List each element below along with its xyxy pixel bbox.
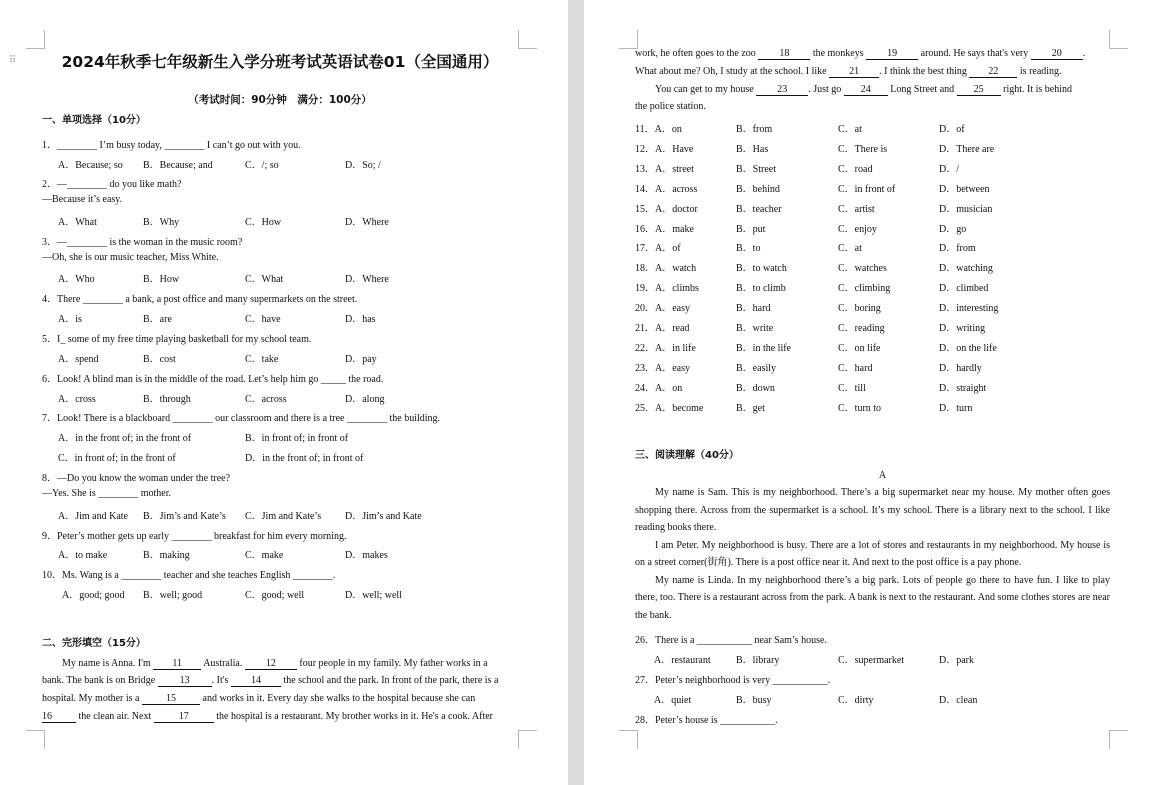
- option[interactable]: D．straight: [939, 382, 987, 394]
- cloze-blank[interactable]: 11: [153, 658, 201, 670]
- option[interactable]: B．How: [143, 274, 180, 285]
- cloze-option-first[interactable]: 14．A．across: [635, 183, 698, 195]
- document-page-right: [584, 0, 1155, 785]
- option[interactable]: A．restaurant: [654, 655, 711, 666]
- cloze-option-first[interactable]: 20．A．easy: [635, 303, 690, 315]
- option[interactable]: B．put: [736, 223, 766, 235]
- question-stem: 3．—________ is the woman in the music room?: [42, 237, 243, 248]
- cloze-blank[interactable]: 12: [245, 658, 297, 670]
- question-stem: 28．Peter’s house is ___________.: [635, 715, 778, 726]
- option[interactable]: C．hard: [838, 362, 873, 374]
- option[interactable]: D．climbed: [939, 283, 989, 295]
- passage-paragraph: I am Peter. My neighborhood is busy. There are a lot of stores and restaurants in my neighborhood. My house is on a street corner(街角). There is a post office near it. And next to the post office is a pay phone.: [635, 539, 1110, 568]
- cloze-line: What about me? Oh, I study at the school. I like 21 . I think the best thing 22 is reading.: [635, 66, 1062, 77]
- document-page-left: [0, 0, 568, 785]
- cloze-line: work, he often goes to the zoo 18 the monkeys 19 around. He says that's very 20 .: [635, 48, 1086, 59]
- option[interactable]: D．between: [939, 183, 990, 195]
- cloze-blank[interactable]: 14: [231, 675, 281, 687]
- option[interactable]: C．Jim and Kate’s: [245, 511, 322, 522]
- option[interactable]: C．/; so: [245, 160, 279, 171]
- option[interactable]: C．have: [245, 314, 281, 325]
- option[interactable]: A．in the front of; in the front of: [58, 433, 192, 444]
- passage-paragraph: My name is Sam. This is my neighborhood. There’s a big supermarket near my house. My mother often goes shopping there. Across from the supermarket is a school. It’s my school. There is a library next to the school. I like reading books there.: [635, 487, 1110, 533]
- option[interactable]: C．till: [838, 382, 866, 394]
- page-title: 2024年秋季七年级新生入学分班考试英语试卷01（全国通用）: [61, 53, 499, 71]
- option[interactable]: C．dirty: [838, 695, 874, 706]
- cloze-option-first[interactable]: 23．A．easy: [635, 362, 690, 374]
- option[interactable]: B．busy: [736, 695, 772, 706]
- option[interactable]: D．hardly: [939, 362, 982, 374]
- cloze-line: the police station.: [635, 101, 706, 112]
- cloze-blank[interactable]: 22: [969, 66, 1017, 78]
- cloze-blank[interactable]: 16: [42, 711, 76, 723]
- crop-mark: [518, 30, 537, 49]
- passage-label: A: [878, 470, 887, 481]
- question-stem: 6．Look! A blind man is in the middle of the road. Let’s help him go _____ the road.: [42, 374, 384, 385]
- option[interactable]: B．library: [736, 655, 780, 666]
- option[interactable]: C．enjoy: [838, 223, 877, 235]
- cloze-option-first[interactable]: 12．A．Have: [635, 143, 694, 155]
- option[interactable]: D．along: [345, 394, 385, 405]
- question-stem: 2．—________ do you like math?: [42, 179, 182, 190]
- cloze-option-first[interactable]: 11．A．on: [635, 124, 682, 135]
- section-heading: 二、完形填空（15分）: [42, 638, 146, 649]
- cloze-blank[interactable]: 23: [756, 84, 808, 96]
- option[interactable]: D．Jim’s and Kate: [345, 511, 422, 522]
- cloze-option-first[interactable]: 15．A．doctor: [635, 203, 698, 215]
- option[interactable]: C．take: [245, 354, 279, 365]
- option[interactable]: C．across: [245, 394, 287, 405]
- option[interactable]: B．Because; and: [143, 160, 213, 171]
- option[interactable]: B．to watch: [736, 263, 787, 275]
- option[interactable]: D．makes: [345, 550, 388, 561]
- option[interactable]: D．/: [939, 163, 959, 175]
- cloze-blank[interactable]: 13: [158, 675, 212, 687]
- option[interactable]: D．clean: [939, 695, 978, 706]
- crop-mark: [1109, 730, 1128, 749]
- question-stem: 10．Ms. Wang is a ________ teacher and she teaches English ________.: [42, 570, 336, 581]
- cloze-line: 16 the clean air. Next 17 the hospital is a restaurant. My brother works in it. He's a cook. After: [42, 711, 493, 722]
- option[interactable]: B．behind: [736, 183, 780, 195]
- option[interactable]: A．spend: [58, 354, 99, 365]
- option[interactable]: A．to make: [58, 550, 108, 561]
- option[interactable]: C．turn to: [838, 402, 882, 414]
- option[interactable]: C．How: [245, 217, 282, 228]
- option[interactable]: D．watching: [939, 263, 993, 275]
- option[interactable]: C．artist: [838, 203, 875, 215]
- option[interactable]: A．is: [58, 314, 82, 325]
- option[interactable]: B．down: [736, 382, 775, 394]
- drag-handle-icon[interactable]: ⠿: [9, 55, 17, 66]
- option[interactable]: C．boring: [838, 303, 881, 315]
- option[interactable]: D．There are: [939, 143, 995, 155]
- cloze-option-first[interactable]: 21．A．read: [635, 323, 690, 334]
- option[interactable]: B．are: [143, 314, 172, 325]
- option[interactable]: D．park: [939, 655, 974, 666]
- option[interactable]: D．So; /: [345, 160, 381, 171]
- cloze-blank[interactable]: 17: [154, 711, 214, 723]
- option[interactable]: B．Has: [736, 143, 769, 155]
- reading-passage: [635, 484, 1110, 624]
- question-line: —Because it’s easy.: [42, 194, 123, 205]
- option[interactable]: D．Where: [345, 217, 389, 228]
- question-stem: 1．________ I’m busy today, ________ I can’t go out with you.: [42, 140, 301, 151]
- option[interactable]: C．make: [245, 550, 284, 561]
- option[interactable]: D．turn: [939, 402, 973, 414]
- option[interactable]: C．road: [838, 163, 873, 175]
- option[interactable]: B．from: [736, 124, 773, 135]
- cloze-option-first[interactable]: 16．A．make: [635, 223, 694, 235]
- option[interactable]: D．of: [939, 124, 965, 135]
- option[interactable]: B．cost: [143, 354, 176, 365]
- cloze-blank[interactable]: 15: [142, 693, 200, 705]
- question-stem: 8．—Do you know the woman under the tree?: [42, 473, 231, 484]
- cloze-option-first[interactable]: 18．A．watch: [635, 263, 697, 275]
- option[interactable]: C．watches: [838, 263, 887, 275]
- cloze-blank[interactable]: 24: [844, 84, 888, 96]
- option[interactable]: C．in front of: [838, 183, 896, 195]
- option[interactable]: C．good; well: [245, 590, 305, 601]
- option[interactable]: B．hard: [736, 303, 771, 315]
- question-stem: 9．Peter’s mother gets up early ________ breakfast for him every morning.: [42, 531, 347, 542]
- option[interactable]: A．good; good: [62, 590, 125, 601]
- cloze-option-first[interactable]: 17．A．of: [635, 243, 681, 255]
- cloze-option-first[interactable]: 24．A．on: [635, 382, 683, 394]
- exam-info: （考试时间：90分钟 满分：100分）: [188, 94, 372, 106]
- crop-mark: [26, 730, 45, 749]
- option[interactable]: C．What: [245, 274, 284, 285]
- crop-mark: [619, 730, 638, 749]
- option[interactable]: B．in front of; in front of: [245, 433, 349, 444]
- option[interactable]: D．musician: [939, 203, 993, 215]
- cloze-option-first[interactable]: 25．A．become: [635, 402, 704, 414]
- option[interactable]: B．well; good: [143, 590, 203, 601]
- option[interactable]: B．making: [143, 550, 190, 561]
- option[interactable]: D．pay: [345, 354, 377, 365]
- option[interactable]: D．from: [939, 243, 976, 255]
- option[interactable]: B．teacher: [736, 203, 782, 215]
- crop-mark: [26, 30, 45, 49]
- option[interactable]: B．Street: [736, 163, 776, 175]
- question-stem: 26．There is a ___________ near Sam’s house.: [635, 635, 827, 646]
- cloze-line: hospital. My mother is a 15 and works in it. Every day she walks to the hospital because she can: [42, 693, 476, 704]
- section-heading: 三、阅读理解（40分）: [635, 450, 739, 461]
- option[interactable]: B．to: [736, 243, 761, 255]
- cloze-option-first[interactable]: 19．A．climbs: [635, 283, 699, 295]
- option[interactable]: A．quiet: [654, 695, 692, 706]
- option[interactable]: B．Jim’s and Kate’s: [143, 511, 226, 522]
- cloze-blank[interactable]: 25: [957, 84, 1001, 96]
- cloze-blank[interactable]: 21: [829, 66, 879, 78]
- question-stem: 7．Look! There is a blackboard ________ our classroom and there is a tree ________ the building.: [42, 413, 441, 424]
- question-line: —Oh, she is our music teacher, Miss White.: [42, 252, 219, 263]
- cloze-option-first[interactable]: 13．A．street: [635, 163, 694, 175]
- option[interactable]: B．get: [736, 402, 765, 414]
- option[interactable]: C．climbing: [838, 283, 891, 295]
- passage-paragraph: My name is Linda. In my neighborhood there’s a big park. Lots of people go there to have fun. I like to play there, too. There is a restaurant across from the park. A bank is next to the restaurant. And some clothes stores are near the bank.: [635, 574, 1110, 621]
- option[interactable]: C．on life: [838, 342, 881, 354]
- option[interactable]: D．on the life: [939, 342, 997, 354]
- cloze-line: You can get to my house 23 . Just go 24 Long Street and 25 right. It is behind: [655, 84, 1073, 95]
- option[interactable]: D．go: [939, 223, 967, 235]
- option[interactable]: C．in front of; in the front of: [58, 453, 176, 464]
- option[interactable]: B．easily: [736, 362, 776, 374]
- option[interactable]: C．reading: [838, 323, 885, 334]
- option[interactable]: C．at: [838, 243, 862, 255]
- cloze-blank[interactable]: 19: [866, 48, 918, 60]
- option[interactable]: B．Why: [143, 217, 180, 228]
- cloze-line: bank. The bank is on Bridge 13 . It's 14 the school and the park. In front of the park, there is a: [42, 675, 499, 686]
- option[interactable]: B．write: [736, 323, 774, 334]
- section-heading: 一、单项选择（10分）: [42, 115, 146, 126]
- crop-mark: [518, 730, 537, 749]
- page-gutter: [568, 0, 584, 785]
- option[interactable]: A．cross: [58, 394, 96, 405]
- option[interactable]: B．in the life: [736, 342, 791, 354]
- option[interactable]: C．There is: [838, 143, 888, 155]
- crop-mark: [619, 30, 638, 49]
- option[interactable]: A．Jim and Kate: [58, 511, 128, 522]
- crop-mark: [1109, 30, 1128, 49]
- option[interactable]: B．through: [143, 394, 191, 405]
- option[interactable]: A．Because; so: [58, 160, 123, 171]
- option[interactable]: A．Who: [58, 274, 95, 285]
- option[interactable]: D．Where: [345, 274, 389, 285]
- option[interactable]: D．interesting: [939, 303, 999, 315]
- question-stem: 5．I_ some of my free time playing basketball for my school team.: [42, 334, 312, 345]
- cloze-blank[interactable]: 18: [758, 48, 810, 60]
- option[interactable]: D．writing: [939, 323, 986, 334]
- cloze-option-first[interactable]: 22．A．in life: [635, 342, 696, 354]
- question-stem: 4．There ________ a bank, a post office and many supermarkets on the street.: [42, 294, 358, 305]
- cloze-line: My name is Anna. I'm 11 Australia. 12 four people in my family. My father works in a: [62, 658, 488, 669]
- question-line: —Yes. She is ________ mother.: [42, 488, 171, 499]
- option[interactable]: D．well; well: [345, 590, 402, 601]
- cloze-blank[interactable]: 20: [1031, 48, 1083, 60]
- option[interactable]: D．in the front of; in front of: [245, 453, 364, 464]
- option[interactable]: A．What: [58, 217, 97, 228]
- question-stem: 27．Peter’s neighborhood is very ___________.: [635, 675, 831, 686]
- option[interactable]: D．has: [345, 314, 376, 325]
- option[interactable]: B．to climb: [736, 283, 786, 295]
- option[interactable]: C．supermarket: [838, 655, 905, 666]
- option[interactable]: C．at: [838, 124, 862, 135]
